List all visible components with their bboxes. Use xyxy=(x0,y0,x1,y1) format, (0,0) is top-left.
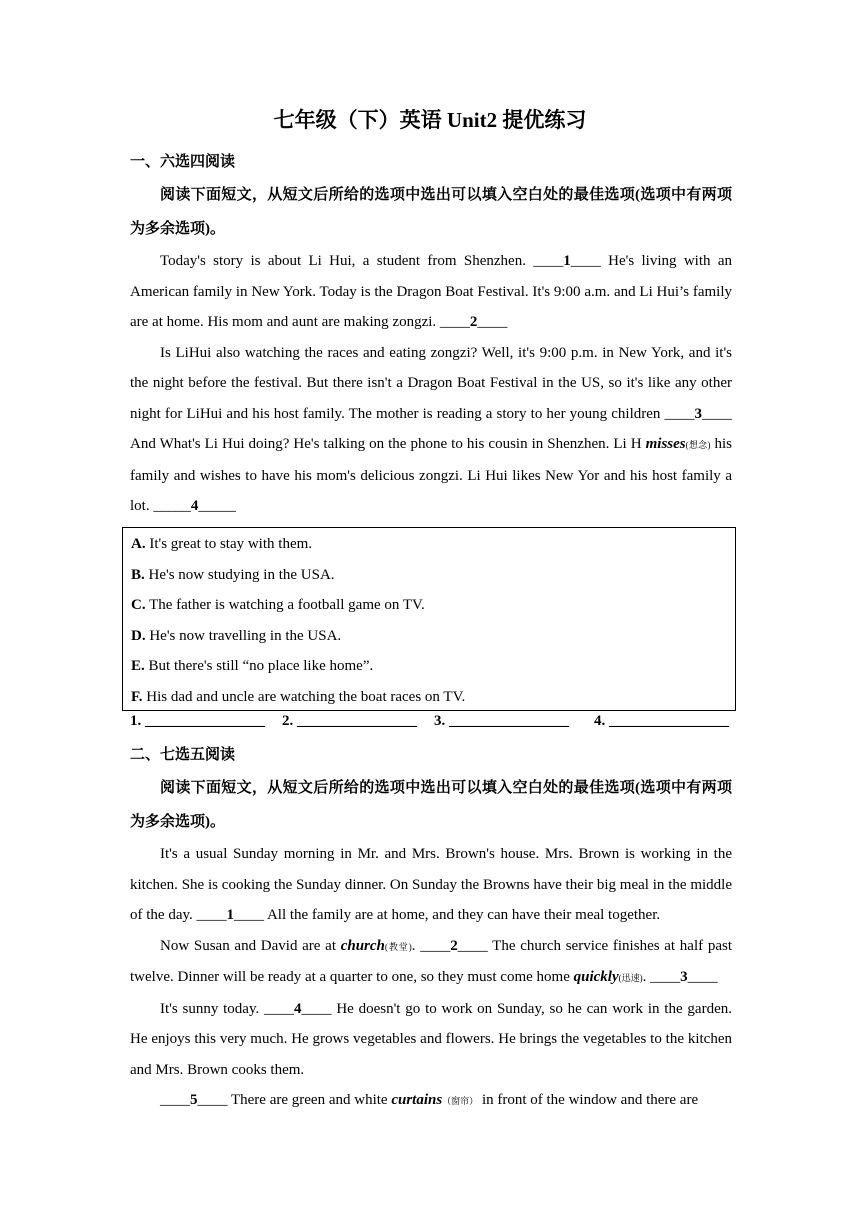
text-run: ____ xyxy=(687,969,718,985)
option-text: But there's still “no place like home”. xyxy=(144,658,374,674)
option-letter: B. xyxy=(131,566,145,583)
option-d xyxy=(131,621,735,652)
text-run: ____ The church service finishes at half past twelve. Dinner will be ready at a quarter to one, so they must come home xyxy=(130,937,732,985)
option-letter: C. xyxy=(131,597,146,613)
text-run: his family and wishes to have his mom's delicious zongzi. Li Hui likes New Yor and his host family a lot. _____ xyxy=(130,436,732,514)
section1-heading: 一、六选四阅读 xyxy=(130,154,236,170)
section2-heading: 二、七选五阅读 xyxy=(130,747,236,763)
text-run: Today's story is about Li Hui, a student from Shenzhen. ____ xyxy=(160,253,564,269)
text-run: in front of the window and there are xyxy=(478,1092,699,1108)
answer-blank-1[interactable]: 1. ________________ xyxy=(130,713,265,729)
option-text: He's now travelling in the USA. xyxy=(145,627,342,644)
section1-paragraph-2 xyxy=(130,338,732,522)
option-text: He's now studying in the USA. xyxy=(144,566,335,583)
page-title: 七年级（下）英语 Unit2 提优练习 xyxy=(273,108,587,132)
blank-number: 1 xyxy=(226,907,235,923)
option-letter: D. xyxy=(131,627,146,644)
option-a xyxy=(131,529,735,560)
options-box xyxy=(122,527,736,711)
option-e xyxy=(131,651,735,682)
vocab-gloss: （窗帘） xyxy=(442,1096,479,1106)
blank-number: 2 xyxy=(469,314,478,330)
text-run: ____ He doesn't go to work on Sunday, so he can work in the garden. He enjoys this very much. He grows vegetables and flowers. He brings the vegetables to the kitchen and Mrs. Brown cooks them. xyxy=(130,1000,732,1078)
text-run: It's sunny today. ____ xyxy=(160,1000,295,1017)
text-run: _____ xyxy=(198,498,236,514)
section2-paragraph-3 xyxy=(130,994,732,1086)
vocab-word: curtains xyxy=(391,1092,443,1108)
text-run: ____ And What's Li Hui doing? He's talking on the phone to his cousin in Shenzhen. Li H xyxy=(130,405,732,452)
text-run: ____ All the family are at home, and they can have their meal together. xyxy=(234,907,661,923)
answer-lines xyxy=(130,713,736,730)
blank-number: 4 xyxy=(294,1000,302,1017)
section1-body xyxy=(130,178,732,522)
answer-blank-2[interactable]: 2. ________________ xyxy=(282,713,417,729)
vocab-word: church xyxy=(340,937,385,954)
text-run: . ____ xyxy=(642,969,681,985)
section2-paragraph-2 xyxy=(130,931,732,994)
blank-number: 4 xyxy=(190,498,199,514)
option-letter: A. xyxy=(131,536,146,552)
vocab-word: misses xyxy=(645,436,686,452)
option-text: The father is watching a football game on TV. xyxy=(145,597,425,613)
text-run: ____ There are green and white xyxy=(197,1092,392,1108)
section2-paragraph-1 xyxy=(130,839,732,931)
vocab-gloss: (想念) xyxy=(685,440,711,450)
answer-blank-3[interactable]: 3. ________________ xyxy=(434,713,569,729)
option-b xyxy=(131,560,735,591)
option-text: It's great to stay with them. xyxy=(145,536,313,552)
option-f xyxy=(131,682,735,713)
vocab-gloss: (迅速) xyxy=(618,973,643,983)
text-run: ____ He's living with an American family in New York. Today is the Dragon Boat Festival. It's 9:00 a.m. and Li Hui’s family are at home. His mom and aunt are making zongzi. ____ xyxy=(130,253,732,330)
section2-body xyxy=(130,771,732,1117)
answer-blank-4[interactable]: 4. ________________ xyxy=(594,713,729,729)
section1-instruction: 阅读下面短文，从短文后所给的选项中选出可以填入空白处的最佳选项(选项中有两项为多余选项)。 xyxy=(130,187,732,237)
text-run: Is LiHui also watching the races and eating zongzi? Well, it's 9:00 p.m. in New York, and it's the night before the festival. But there isn't a Dragon Boat Festival in the US, so it's like any other night for LiHui and his host family. The mother is reading a story to her young children ____ xyxy=(130,344,732,422)
blank-number: 3 xyxy=(694,405,702,422)
option-letter: F. xyxy=(131,688,143,705)
text-run: ____ xyxy=(477,314,508,330)
section2-paragraph-4 xyxy=(130,1085,732,1117)
option-letter: E. xyxy=(131,658,145,674)
section2-instruction: 阅读下面短文，从短文后所给的选项中选出可以填入空白处的最佳选项(选项中有两项为多余选项)。 xyxy=(130,780,732,830)
blank-number: 1 xyxy=(563,253,571,269)
vocab-word: quickly xyxy=(573,969,619,985)
blank-number: 5 xyxy=(190,1092,198,1108)
option-c xyxy=(131,590,735,621)
blank-number: 3 xyxy=(680,969,688,985)
text-run: It's a usual Sunday morning in Mr. and Mrs. Brown's house. Mrs. Brown is working in the kitchen. She is cooking the Sunday dinner. On Sunday the Browns have their big meal in the middle of the day. ____ xyxy=(130,846,732,923)
text-run: ____ xyxy=(160,1092,190,1108)
vocab-gloss: (教堂) xyxy=(384,941,412,952)
blank-number: 2 xyxy=(450,937,458,954)
text-run: Now Susan and David are at xyxy=(160,937,341,954)
section1-paragraph-1 xyxy=(130,246,732,338)
text-run: . ____ xyxy=(411,937,451,954)
option-text: His dad and uncle are watching the boat races on TV. xyxy=(142,688,466,705)
